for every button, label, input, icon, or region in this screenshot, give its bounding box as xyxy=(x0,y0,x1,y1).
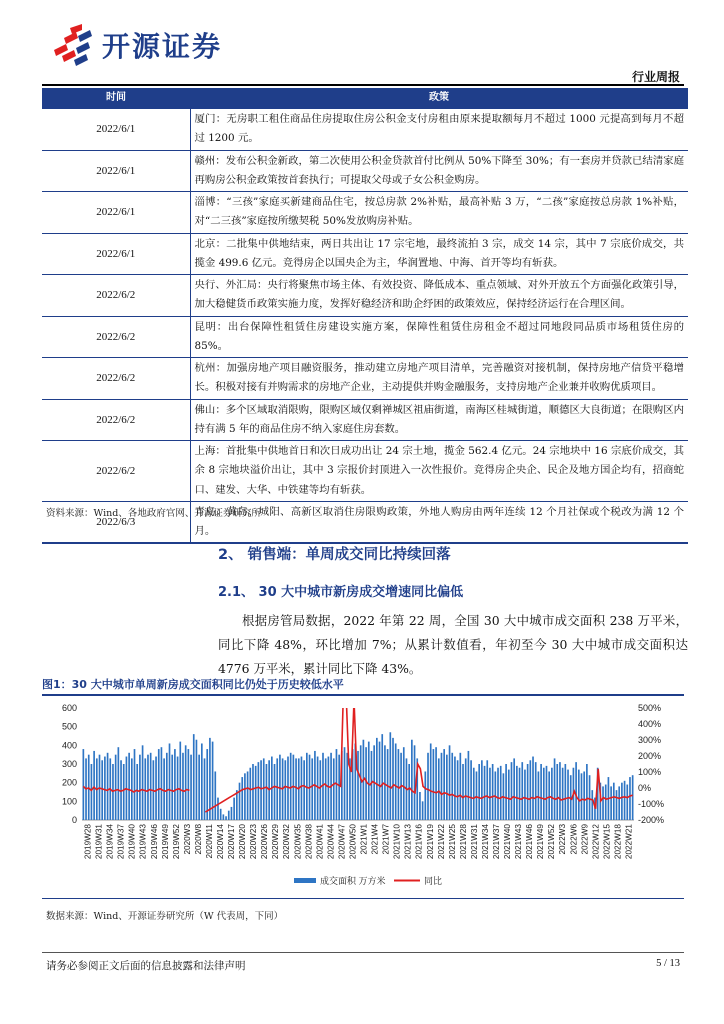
bar xyxy=(581,773,583,820)
bar xyxy=(403,747,405,820)
bar xyxy=(144,758,146,820)
bar xyxy=(513,758,515,820)
left-axis-tick-label: 600 xyxy=(61,703,77,713)
bar xyxy=(346,753,348,820)
bar xyxy=(632,775,634,820)
bar xyxy=(470,760,472,820)
table-row xyxy=(42,192,688,234)
bar xyxy=(83,749,85,820)
x-tick-label: 2021W4 xyxy=(370,824,380,855)
table-row xyxy=(42,399,688,441)
bar xyxy=(468,751,470,820)
bar xyxy=(575,762,577,820)
bar xyxy=(624,781,626,820)
bar xyxy=(443,749,445,820)
x-tick-label: 2020W14 xyxy=(216,824,225,860)
table-row xyxy=(42,275,688,317)
x-tick-label: 2021W37 xyxy=(492,824,501,860)
x-tick-label: 2021W49 xyxy=(536,824,546,860)
left-axis-tick-label: 200 xyxy=(61,777,77,788)
x-tick-label: 2021W34 xyxy=(481,824,490,860)
bar xyxy=(419,792,421,820)
bar xyxy=(290,753,292,820)
figure-top-rule xyxy=(42,694,684,696)
right-axis-tick-label: 100% xyxy=(638,767,662,777)
bar xyxy=(338,755,340,820)
bar xyxy=(583,771,585,820)
right-axis-tick-label: 300% xyxy=(638,735,662,745)
x-tick-label: 2020W47 xyxy=(337,824,347,860)
bar xyxy=(118,747,120,820)
bar xyxy=(255,766,257,820)
bar xyxy=(333,758,335,820)
bar xyxy=(546,766,548,820)
bar xyxy=(244,773,246,820)
body-paragraph: 根据房管局数据，2022 年第 22 周，全国 30 大中城市成交面积 238 万平米，同比下降 48%，环比增加 7%；从累计数值看，年初至今 30 大中城市成交面积达 4776 万平米，累计同比下降 43%。 xyxy=(218,613,688,676)
company-name: 开源证券 xyxy=(102,30,223,63)
bar xyxy=(311,758,313,820)
bar xyxy=(166,753,168,820)
bar xyxy=(249,768,251,820)
bar xyxy=(376,738,378,820)
bar xyxy=(295,758,297,820)
x-tick-label: 2020W29 xyxy=(271,824,281,860)
bar xyxy=(101,760,103,820)
x-tick-label: 2019W37 xyxy=(116,824,126,860)
bar xyxy=(500,766,502,820)
bar xyxy=(462,764,464,820)
x-tick-label: 2021W25 xyxy=(447,824,457,860)
bar xyxy=(252,764,254,820)
x-tick-label: 2022W18 xyxy=(613,824,623,860)
table-source-note: 资料来源：Wind、各地政府官网、开源证券研究所 xyxy=(46,508,261,519)
bar xyxy=(565,764,567,820)
bar xyxy=(274,764,276,820)
bar xyxy=(239,783,241,820)
bar xyxy=(161,747,163,820)
bar xyxy=(430,743,432,820)
row-date: 2022/6/2 xyxy=(42,399,190,441)
right-axis-tick-label: 400% xyxy=(638,719,662,729)
bar xyxy=(459,753,461,820)
row-date: 2022/6/2 xyxy=(42,441,190,502)
x-tick-label: 2021W43 xyxy=(514,824,524,860)
x-tick-label: 2020W32 xyxy=(282,824,292,860)
x-tick-label: 2020W44 xyxy=(326,824,336,860)
bar xyxy=(142,745,144,820)
left-axis-tick-label: 100 xyxy=(61,796,77,807)
table-row xyxy=(42,441,688,502)
bar xyxy=(360,745,362,820)
bar xyxy=(478,764,480,820)
bar xyxy=(236,790,238,820)
row-date: 2022/6/2 xyxy=(42,275,190,317)
footer-disclaimer: 请务必参阅正文后面的信息披露和法律声明 xyxy=(46,960,246,972)
bar xyxy=(516,766,518,820)
bar xyxy=(578,770,580,820)
table-row xyxy=(42,358,688,400)
bar xyxy=(481,760,483,820)
bar xyxy=(169,743,171,820)
bar xyxy=(492,764,494,820)
x-tick-label: 2019W43 xyxy=(138,824,148,860)
bar xyxy=(438,758,440,820)
bar xyxy=(328,757,330,820)
bar xyxy=(414,745,416,820)
bar xyxy=(258,762,260,820)
x-tick-label: 2019W46 xyxy=(149,824,159,860)
bar xyxy=(384,745,386,820)
x-tick-label: 2021W13 xyxy=(403,824,413,860)
bar xyxy=(115,755,117,820)
bar xyxy=(303,760,305,820)
bar xyxy=(411,740,413,820)
row-policy-text: 上海：首批集中供地首日和次日成功出让 24 宗土地，揽金 562.4 亿元。24 宗地块中 16 宗底价成交，其余 8 宗地块溢价出让，其中 3 宗报价封顶进入一次性报价。竞得房企央企、民企及地方国企均有，招商蛇口、建发、大华、中铁建等均有斩获。 xyxy=(190,441,688,502)
company-logo xyxy=(48,22,222,66)
row-policy-text: 佛山：多个区域取消限购，限购区域仅剩禅城区祖庙街道，南海区桂城街道，顺德区大良街道；在限购区内持有满 5 年的商品住房不纳入家庭住房套数。 xyxy=(190,399,688,441)
logo-mark-icon xyxy=(48,22,100,66)
bar xyxy=(538,771,540,820)
row-date: 2022/6/2 xyxy=(42,316,190,358)
x-tick-label: 2022W21 xyxy=(624,824,634,860)
bar xyxy=(457,760,459,820)
bar xyxy=(190,755,192,820)
bar xyxy=(591,790,593,820)
x-tick-label: 2020W26 xyxy=(260,824,270,860)
figure-bottom-rule xyxy=(42,898,684,899)
report-type-label: 行业周报 xyxy=(631,70,680,84)
bar xyxy=(629,777,631,820)
bar xyxy=(519,768,521,820)
bar xyxy=(344,747,346,820)
bar-line-chart xyxy=(42,698,682,896)
bar xyxy=(626,785,628,820)
subsection-heading: 2.1、 30 大中城市新房成交增速同比偏低 xyxy=(218,585,464,600)
bar xyxy=(182,753,184,820)
bar xyxy=(521,762,523,820)
right-axis-tick-label: 0% xyxy=(638,783,652,793)
bar xyxy=(408,764,410,820)
bar xyxy=(188,749,190,820)
column-header-date: 时间 xyxy=(42,88,190,109)
bar xyxy=(389,732,391,820)
right-axis-tick-label: -200% xyxy=(638,815,665,825)
bar xyxy=(223,814,225,820)
bar xyxy=(379,742,381,820)
bar xyxy=(174,749,176,820)
bar xyxy=(104,757,106,820)
bar xyxy=(532,757,534,820)
bar xyxy=(185,745,187,820)
bar xyxy=(228,811,230,820)
x-tick-label: 2021W16 xyxy=(414,824,424,860)
row-date: 2022/6/1 xyxy=(42,233,190,275)
bar xyxy=(217,798,219,820)
bar xyxy=(449,745,451,820)
bar xyxy=(392,738,394,820)
bar xyxy=(511,762,513,820)
bar xyxy=(147,755,149,820)
bar xyxy=(179,742,181,820)
legend-label-yoy: 同比 xyxy=(424,876,443,886)
table-row xyxy=(42,233,688,275)
bar xyxy=(163,758,165,820)
right-axis-tick-label: -100% xyxy=(638,799,665,809)
table-row xyxy=(42,150,688,192)
x-tick-label: 2019W40 xyxy=(127,824,137,860)
bar xyxy=(276,758,278,820)
legend-label-area: 成交面积 万方米 xyxy=(320,876,386,886)
x-tick-label: 2022W12 xyxy=(591,824,601,860)
bar xyxy=(134,749,136,820)
x-tick-label: 2021W10 xyxy=(392,824,402,860)
x-tick-label: 2021W1 xyxy=(359,824,369,855)
bar xyxy=(155,757,157,820)
x-tick-label: 2021W31 xyxy=(469,824,479,860)
bar xyxy=(206,749,208,820)
left-axis-tick-label: 0 xyxy=(71,815,77,825)
bar xyxy=(136,764,138,820)
bar xyxy=(554,758,556,820)
bar xyxy=(131,758,133,820)
bar xyxy=(171,755,173,820)
column-header-policy: 政策 xyxy=(190,88,688,109)
bar xyxy=(446,755,448,820)
bar xyxy=(435,747,437,820)
bar xyxy=(150,753,152,820)
bar xyxy=(433,749,435,820)
header-divider xyxy=(42,84,684,86)
table-row xyxy=(42,109,688,150)
bar xyxy=(505,764,507,820)
row-policy-text: 赣州：发布公积金新政，第二次使用公积金贷款首付比例从 50%下降至 30%；有一套房并贷款已结清家庭再购房公积金政策按首套执行；可提取父母或子女公积金购房。 xyxy=(190,150,688,192)
bar xyxy=(123,764,125,820)
left-axis-tick-label: 500 xyxy=(61,721,77,732)
bar xyxy=(465,758,467,820)
bar xyxy=(198,755,200,820)
bar xyxy=(241,777,243,820)
section-heading: 2、 销售端：单周成交同比持续回落 xyxy=(218,547,451,563)
bar xyxy=(427,753,429,820)
bar xyxy=(371,751,373,820)
bar xyxy=(524,770,526,820)
bar xyxy=(158,749,160,820)
x-tick-label: 2019W34 xyxy=(105,824,115,860)
x-tick-label: 2020W50 xyxy=(348,824,358,860)
x-tick-label: 2019W52 xyxy=(171,824,181,860)
bar xyxy=(422,801,424,820)
table-header-row xyxy=(42,88,688,109)
bar xyxy=(225,816,227,820)
row-policy-text: 北京：二批集中供地结束，两日共出让 17 宗宅地，最终流拍 3 宗，成交 14 宗，其中 7 宗底价成交，共揽金 499.6 亿元。竞得房企以国央企为主，华润置地、中海、首开等均有斩获。 xyxy=(190,233,688,275)
row-policy-text: 厦门：无房职工租住商品住房提取住房公积金支付房租由原来提取额每月不超过 1000 元提高到每月不超过 1200 元。 xyxy=(190,109,688,150)
x-tick-label: 2020W20 xyxy=(238,824,248,860)
x-tick-label: 2021W7 xyxy=(381,824,391,855)
x-tick-label: 2021W19 xyxy=(425,824,435,860)
x-tick-label: 2021W52 xyxy=(547,824,557,860)
bar xyxy=(424,771,426,820)
legend-bar-swatch xyxy=(294,878,316,883)
left-axis-tick-label: 400 xyxy=(61,740,77,751)
right-axis-tick-label: 200% xyxy=(638,751,662,761)
row-policy-text: 昆明：出台保障性租赁住房建设实施方案，保障性租赁住房租金不超过同地段同品质市场租赁住房的 85%。 xyxy=(190,316,688,358)
page-number: 5 / 13 xyxy=(656,958,680,969)
x-tick-label: 2021W40 xyxy=(503,824,512,860)
bar xyxy=(562,768,564,820)
bar xyxy=(266,764,268,820)
bar xyxy=(319,760,321,820)
footer-divider xyxy=(42,952,684,953)
bar xyxy=(621,783,623,820)
x-tick-label: 2021W28 xyxy=(458,824,468,860)
row-date: 2022/6/2 xyxy=(42,358,190,400)
left-axis-tick-label: 300 xyxy=(61,759,77,769)
table-row xyxy=(42,316,688,358)
figure-source-note: 数据来源：Wind、开源证券研究所（W 代表周，下同） xyxy=(46,911,284,922)
x-tick-label: 2020W17 xyxy=(227,824,236,860)
x-tick-label: 2020W38 xyxy=(304,824,314,860)
bar xyxy=(193,734,195,820)
x-tick-label: 2019W31 xyxy=(94,824,104,860)
x-tick-label: 2020W11 xyxy=(205,824,214,859)
bar xyxy=(548,771,550,820)
bar xyxy=(589,775,591,820)
right-axis-tick-label: 500% xyxy=(638,703,662,713)
bar xyxy=(325,758,327,820)
row-policy-text: 淄博：“三孩”家庭买新建商品住宅，按总房款 2%补贴，最高补贴 3 万，“二孩”家庭按总房款 1%补贴，对“二三孩”家庭按所缴契税 50%发放购房补贴。 xyxy=(190,192,688,234)
bar xyxy=(616,790,618,820)
bar xyxy=(605,785,607,820)
bar xyxy=(368,742,370,820)
bar xyxy=(484,766,486,820)
x-tick-label: 2020W8 xyxy=(193,824,203,855)
bar xyxy=(317,757,319,820)
bar xyxy=(530,760,532,820)
bar xyxy=(387,749,389,820)
bar xyxy=(441,753,443,820)
bar xyxy=(610,786,612,820)
bar xyxy=(357,751,359,820)
bar xyxy=(489,768,491,820)
x-tick-label: 2021W22 xyxy=(436,824,446,860)
x-tick-label: 2021W46 xyxy=(525,824,535,860)
x-tick-label: 2020W35 xyxy=(293,824,303,860)
bar xyxy=(204,758,206,820)
bar xyxy=(508,770,510,820)
x-tick-label: 2019W28 xyxy=(83,824,93,860)
bar xyxy=(220,809,222,820)
row-date: 2022/6/3 xyxy=(42,501,190,543)
bar xyxy=(586,764,588,820)
x-tick-label: 2020W3 xyxy=(182,824,192,855)
x-tick-label: 2020W23 xyxy=(249,824,259,860)
bar xyxy=(128,753,130,820)
bar xyxy=(260,760,262,820)
policy-table xyxy=(42,88,688,544)
bar xyxy=(559,762,561,820)
bar xyxy=(398,749,400,820)
bar xyxy=(284,760,286,820)
bar xyxy=(540,764,542,820)
bar xyxy=(527,764,529,820)
bar xyxy=(535,762,537,820)
bar xyxy=(395,743,397,820)
bar xyxy=(196,740,198,820)
bar xyxy=(602,786,604,820)
x-tick-label: 2022W6 xyxy=(569,824,579,855)
bar xyxy=(93,751,95,820)
bar xyxy=(454,757,456,820)
row-date: 2022/6/1 xyxy=(42,150,190,192)
bar xyxy=(473,768,475,820)
x-tick-label: 2022W3 xyxy=(558,824,568,855)
row-date: 2022/6/1 xyxy=(42,192,190,234)
bar xyxy=(567,770,569,820)
row-policy-text: 青岛：黄岛、城阳、高新区取消住房限购政策，外地人购房由两年连续 12 个月社保或个税改为满 12 个月。 xyxy=(190,501,688,543)
x-tick-label: 2020W41 xyxy=(315,824,325,860)
x-tick-label: 2022W9 xyxy=(580,824,590,855)
row-date: 2022/6/1 xyxy=(42,109,190,150)
bar xyxy=(201,743,203,820)
bar xyxy=(486,760,488,820)
bar xyxy=(247,771,249,820)
bar xyxy=(497,768,499,820)
bar xyxy=(214,771,216,820)
bar xyxy=(381,734,383,820)
bar xyxy=(263,758,265,820)
bar xyxy=(613,783,615,820)
bar xyxy=(543,768,545,820)
row-policy-text: 央行、外汇局：央行将聚焦市场主体、有效投资、降低成本、重点领域、对外开放五个方面强化政策引导，加大稳健货币政策实施力度，发挥好稳经济和助企纾困的政策效应，保持经济运行在合理区间。 xyxy=(190,275,688,317)
x-tick-label: 2019W49 xyxy=(160,824,170,860)
bar xyxy=(451,753,453,820)
bar xyxy=(556,764,558,820)
bar xyxy=(91,764,93,820)
bar xyxy=(209,738,211,820)
bar xyxy=(301,757,303,820)
row-policy-text: 杭州：加强房地产项目融资服务，推动建立房地产项目清单，完善融资对接机制，保持房地产信贷平稳增长。积极对接有并购需求的房地产企业，主动提供并购金融服务，支持房地产企业兼并收购优质项目。 xyxy=(190,358,688,400)
bar xyxy=(231,807,233,820)
bar xyxy=(233,798,235,820)
bar xyxy=(618,786,620,820)
bar xyxy=(476,771,478,820)
figure-title: 图1：30 大中城市单周新房成交面积同比仍处于历史较低水平 xyxy=(42,678,344,691)
bar xyxy=(107,753,109,820)
bar xyxy=(551,768,553,820)
x-tick-label: 2022W15 xyxy=(602,824,612,860)
bar xyxy=(139,755,141,820)
